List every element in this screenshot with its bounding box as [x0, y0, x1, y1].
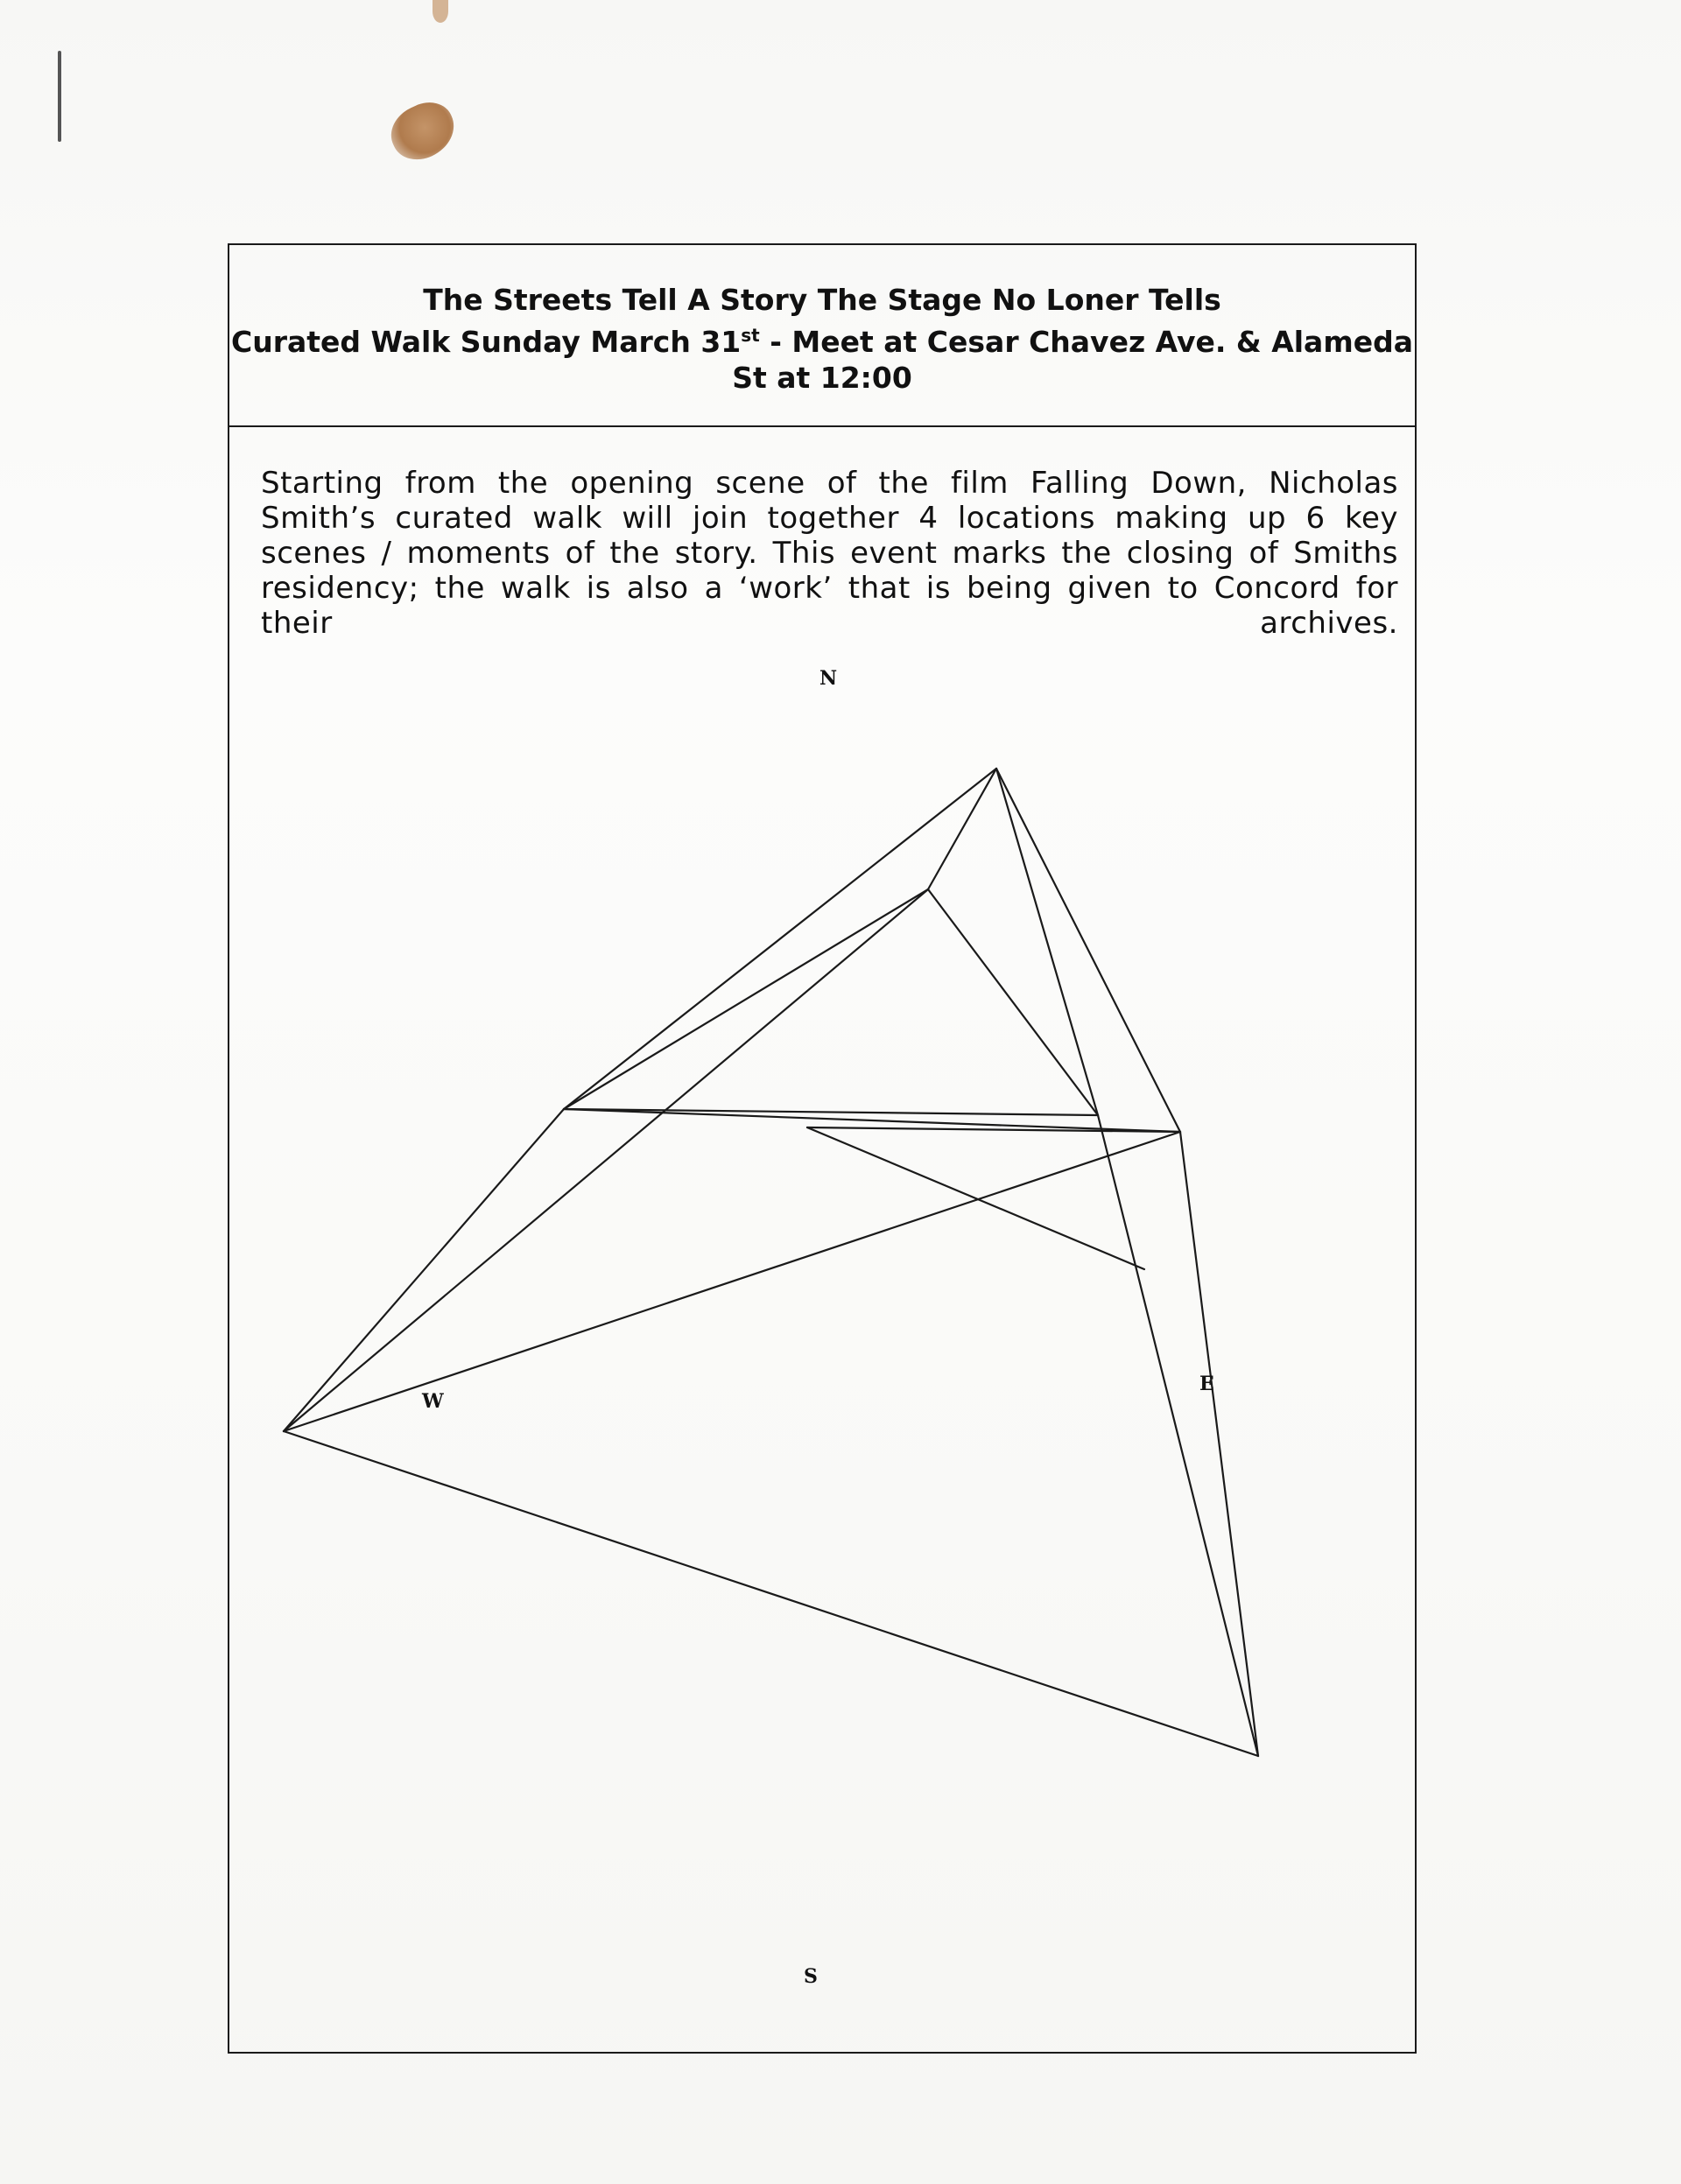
compass-south-label: S — [804, 1965, 818, 1988]
compass-north-label: N — [819, 667, 838, 690]
compass-west-label: W — [422, 1390, 444, 1413]
route-line-top-mid — [996, 769, 1098, 1115]
route-line-right-bottom — [1180, 1132, 1258, 1756]
event-title: The Streets Tell A Story The Stage No Loner Tells — [423, 283, 1221, 317]
date-prefix: Curated Walk Sunday March 31 — [231, 325, 742, 359]
date-ordinal: st — [741, 325, 760, 346]
route-line-right-west — [284, 1132, 1180, 1431]
route-line-inner-mid — [928, 889, 1098, 1115]
compass-east-label: E — [1199, 1373, 1214, 1395]
route-line-west-bottom — [284, 1431, 1258, 1756]
meeting-place: - Meet at Cesar Chavez Ave. & Alameda — [759, 325, 1413, 359]
meeting-time: St at 12:00 — [732, 361, 912, 395]
route-line-left-top — [564, 769, 996, 1109]
route-line-mid-bottom — [1098, 1115, 1258, 1756]
route-line-top-inner — [928, 769, 996, 889]
route-line-tri-lowmid — [807, 1127, 1144, 1269]
route-line-inner-left — [564, 889, 928, 1109]
route-line-top-right — [996, 769, 1180, 1132]
route-line-inner-west — [284, 889, 928, 1431]
route-line-left-west — [284, 1109, 564, 1431]
description-paragraph: Starting from the opening scene of the film Falling Down, Nicholas Smith’s curated walk will join together 4 locations making up 6 key scenes / moments of the story. This event marks the closing of Smiths residency; the walk is also a ‘work’ that is being given to Concord for their archives. — [261, 466, 1398, 641]
